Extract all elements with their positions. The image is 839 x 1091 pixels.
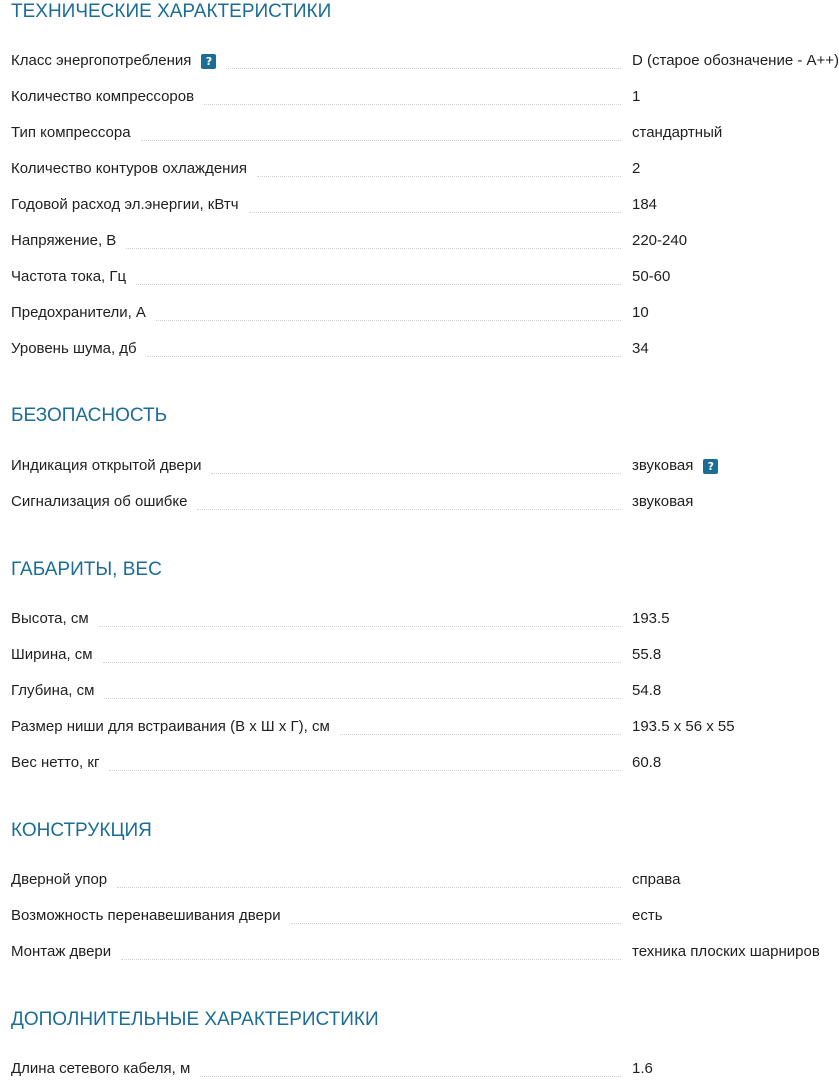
dotted-leader: [211, 473, 621, 474]
spec-label: Сигнализация об ошибке: [11, 493, 188, 510]
spec-row-compressor-type: [0, 121, 839, 145]
dotted-leader: [141, 140, 621, 141]
spec-label: Предохранители, А: [11, 304, 146, 321]
spec-label: Дверной упор: [11, 871, 108, 888]
help-icon[interactable]: ?: [703, 459, 718, 474]
spec-value: звуковая: [632, 493, 694, 510]
section-title-construction: КОНСТРУКЦИЯ: [11, 820, 152, 841]
spec-value: 54.8: [632, 682, 662, 699]
spec-value: 60.8: [632, 754, 662, 771]
spec-label: Уровень шума, дб: [11, 340, 137, 357]
spec-value: справа: [632, 871, 681, 888]
spec-label: Частота тока, Гц: [11, 268, 127, 285]
spec-label: Длина сетевого кабеля, м: [11, 1060, 191, 1077]
spec-row-net-weight: [0, 751, 839, 775]
dotted-leader: [136, 284, 621, 285]
spec-value: 193.5: [632, 610, 670, 627]
spec-label: Ширина, см: [11, 646, 93, 663]
spec-label: Индикация открытой двери: [11, 457, 202, 474]
spec-label: Количество компрессоров: [11, 88, 195, 105]
spec-row-noise-level: [0, 337, 839, 361]
spec-value: 50-60: [632, 268, 671, 285]
spec-label: Высота, см: [11, 610, 89, 627]
spec-value: 34: [632, 340, 649, 357]
spec-value: 1: [632, 88, 641, 105]
spec-row-compressor-count: [0, 85, 839, 109]
spec-label: Вес нетто, кг: [11, 754, 100, 771]
spec-label: Глубина, см: [11, 682, 95, 699]
spec-value: 2: [632, 160, 641, 177]
spec-row-frequency: [0, 265, 839, 289]
spec-value: 10: [632, 304, 649, 321]
spec-label: Количество контуров охлаждения: [11, 160, 247, 177]
spec-row-fuses: [0, 301, 839, 325]
dotted-leader: [257, 176, 621, 177]
spec-row-error-alarm: [0, 490, 839, 514]
dotted-leader: [200, 1076, 621, 1077]
dotted-leader: [197, 509, 621, 510]
dotted-leader: [204, 104, 621, 105]
spec-row-height: [0, 607, 839, 631]
spec-row-depth: [0, 679, 839, 703]
section-title-additional: ДОПОЛНИТЕЛЬНЫЕ ХАРАКТЕРИСТИКИ: [11, 1009, 379, 1030]
spec-label: Класс энергопотребления: [11, 52, 192, 69]
spec-row-door-mounting: [0, 940, 839, 964]
spec-value: 220-240: [632, 232, 688, 249]
help-icon[interactable]: ?: [201, 54, 216, 69]
dotted-leader: [109, 770, 621, 771]
spec-row-niche-size: [0, 715, 839, 739]
section-title-safety: БЕЗОПАСНОСТЬ: [11, 405, 168, 426]
spec-row-door-open-indication: [0, 454, 839, 478]
spec-row-door-hinge-side: [0, 868, 839, 892]
spec-label: Напряжение, В: [11, 232, 117, 249]
spec-value: 1.6: [632, 1060, 653, 1077]
dotted-leader: [104, 698, 621, 699]
spec-row-voltage: [0, 229, 839, 253]
dotted-leader: [103, 662, 621, 663]
dotted-leader: [147, 356, 621, 357]
spec-value: 55.8: [632, 646, 662, 663]
spec-row-annual-consumption: [0, 193, 839, 217]
dotted-leader: [226, 68, 621, 69]
spec-value: 184: [632, 196, 658, 213]
dotted-leader: [126, 248, 621, 249]
spec-row-energy-class: [0, 49, 839, 73]
section-title-technical: ТЕХНИЧЕСКИЕ ХАРАКТЕРИСТИКИ: [11, 1, 332, 22]
spec-row-door-reversible: [0, 904, 839, 928]
dotted-leader: [121, 959, 621, 960]
spec-label: Годовой расход эл.энергии, кВтч: [11, 196, 239, 213]
dotted-leader: [99, 626, 621, 627]
dotted-leader: [249, 212, 621, 213]
spec-label: Монтаж двери: [11, 943, 112, 960]
spec-value: стандартный: [632, 124, 723, 141]
spec-label: Возможность перенавешивания двери: [11, 907, 281, 924]
spec-value: D (старое обозначение - A++): [632, 52, 839, 69]
dotted-leader: [291, 923, 621, 924]
spec-label: Размер ниши для встраивания (В х Ш х Г), см: [11, 718, 330, 735]
spec-row-width: [0, 643, 839, 667]
dotted-leader: [340, 734, 621, 735]
spec-row-cable-length: [0, 1057, 839, 1081]
spec-value-text: звуковая: [632, 457, 694, 474]
spec-label: Тип компрессора: [11, 124, 131, 141]
dotted-leader: [117, 887, 621, 888]
section-title-dimensions: ГАБАРИТЫ, ВЕС: [11, 559, 162, 580]
spec-value: есть: [632, 907, 663, 924]
spec-value: [632, 454, 839, 478]
spec-row-cooling-circuits: [0, 157, 839, 181]
dotted-leader: [156, 320, 621, 321]
spec-value: техника плоских шарниров: [632, 943, 820, 960]
spec-value: 193.5 x 56 x 55: [632, 718, 735, 735]
